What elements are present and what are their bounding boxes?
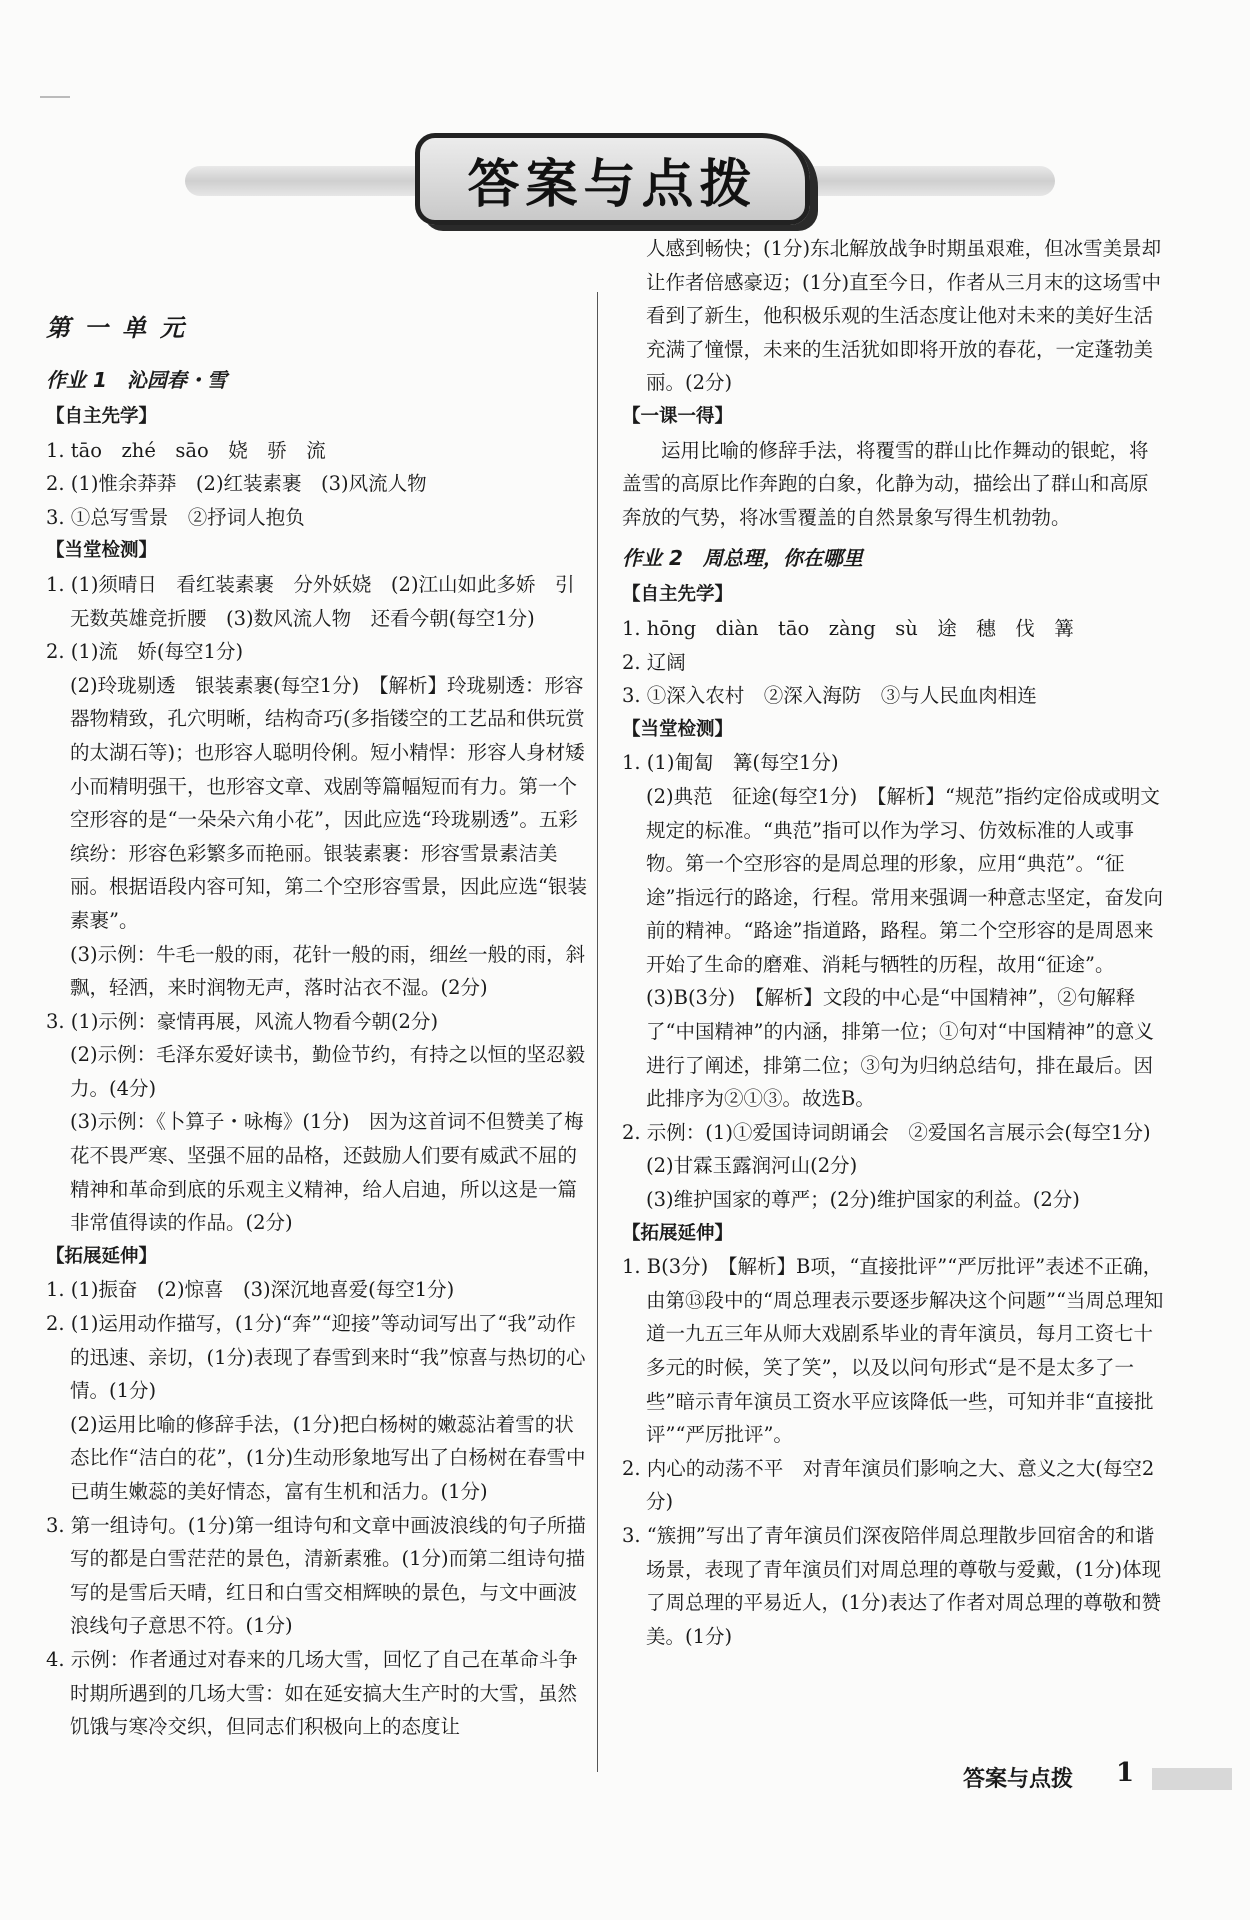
- answer-item: (3)示例：《卜算子・咏梅》(1分) 因为这首词不但赞美了梅花不畏严寒、坚强不屈的品格，还鼓励人们要有威武不屈的精神和革命到底的乐观主义精神，给人启迪，所以这是一篇非常值得读的作品。(2分): [70, 1110, 584, 1235]
- answer-item: 1. B(3分) 【解析】B项，“直接批评”“严厉批评”表述不正确，由第⑬段中的“周总理表示要逐步解决这个问题”“当周总理知道一九五三年从师大戏剧系毕业的青年演员，每月工资七十多元的时候，笑了笑”，以及以问句形式“是不是太多了一些”暗示青年演员工资水平应该降低一些，可知并非“直接批评”“严厉批评”。: [622, 1255, 1164, 1447]
- answer-item: 3. 第一组诗句。(1分)第一组诗句和文章中画波浪线的句子所描写的都是白雪茫茫的景色，清新素雅。(1分)而第二组诗句描写的是雪后天晴，红日和白雪交相辉映的景色，与文中画波浪线句子意思不符。(1分): [46, 1513, 586, 1638]
- answer-item: 1. (1)振奋 (2)惊喜 (3)深沉地喜爱(每空1分): [46, 1278, 455, 1302]
- unit-title: 第一单元: [46, 314, 198, 342]
- answer-item: 2. 内心的动荡不平 对青年演员们影响之大、意义之大(每空2分): [622, 1456, 1155, 1514]
- answer-item: (2)玲珑剔透 银装素裹(每空1分) 【解析】玲珑剔透：形容器物精致，孔穴明晰，结构奇巧(多指镂空的工艺品和供玩赏的太湖石等)；也形容人聪明伶俐。短小精悍：形容人身材矮小而精明强干，也形容文章、戏剧等篇幅短而有力。第一个空形容的是“一朵朵六角小花”，因此应选“玲珑剔透”。五彩缤纷：形容色彩繁多而艳丽。银装素裹：形容雪景素洁美丽。根据语段内容可知，第二个空形容雪景，因此应选“银装素裹”。: [70, 673, 587, 932]
- answer-item: (3)B(3分) 【解析】文段的中心是“中国精神”，②句解释了“中国精神”的内涵，排第一位；①句对“中国精神”的意义进行了阐述，排第二位；③句为归纳总结句，排在最后。因此排序为②①③。故选B。: [646, 986, 1154, 1111]
- answer-item: 3. ①深入农村 ②深入海防 ③与人民血肉相连: [622, 684, 1037, 708]
- answer-item: 4. 示例：作者通过对春来的几场大雪，回忆了自己在革命斗争时期所遇到的几场大雪：如在延安搞大生产时的大雪，虽然饥饿与寒冷交织，但同志们积极向上的态度让: [46, 1647, 578, 1739]
- answer-item: (2)典范 征途(每空1分) 【解析】“规范”指约定俗成或明文规定的标准。“典范”指可以作为学习、仿效标准的人或事物。第一个空形容的是周总理的形象，应用“典范”。“征途”指远行的路途，行程。常用来强调一种意志坚定，奋发向前的精神。“路途”指道路，路程。第二个空形容的是周恩来开始了生命的磨难、消耗与牺牲的历程，故用“征途”。: [646, 784, 1163, 976]
- answer-item: (2)运用比喻的修辞手法，(1分)把白杨树的嫩蕊沾着雪的状态比作“洁白的花”，(1分)生动形象地写出了白杨树在春雪中已萌生嫩蕊的美好情态，富有生机和活力。(1分): [70, 1412, 586, 1503]
- corner-mark: [40, 96, 70, 98]
- section-title: 【自主先学】: [622, 584, 734, 606]
- answer-item: 2. (1)运用动作描写，(1分)“奔”“迎接”等动词写出了“我”动作的迅速、亲切，(1分)表现了春雪到来时“我”惊喜与热切的心情。(1分): [46, 1312, 586, 1403]
- answer-paragraph: 运用比喻的修辞手法，将覆雪的群山比作舞动的银蛇，将盖雪的高原比作奔跑的白象，化静为动，描绘出了群山和高原奔放的气势，将冰雪覆盖的自然景象写得生机勃勃。: [622, 438, 1149, 529]
- answer-item: 2. 辽阔: [622, 650, 686, 674]
- page-number: 1: [1116, 1758, 1135, 1788]
- page-title: 答案与点拨: [467, 154, 758, 215]
- answer-continuation: 人感到畅快；(1分)东北解放战争时期虽艰难，但冰雪美景却让作者倍感豪迈；(1分)直至今日，作者从三月末的这场雪中看到了新生，他积极乐观的生活态度让他对未来的美好生活充满了憧憬，未来的生活犹如即将开放的春花，一定蓬勃美丽。(2分): [646, 237, 1162, 395]
- section-title: 【拓展延伸】: [622, 1222, 734, 1244]
- section-title: 【自主先学】: [46, 406, 158, 427]
- answer-item: 2. (1)流 娇(每空1分): [46, 640, 244, 664]
- answer-item: 3. (1)示例：豪情再展，风流人物看今朝(2分): [46, 1009, 439, 1033]
- banner-box: [415, 133, 810, 225]
- section-title: 【一课一得】: [622, 405, 734, 427]
- left-column: [46, 300, 591, 1744]
- section-title: 【当堂检测】: [622, 718, 734, 740]
- column-divider: [597, 292, 598, 1772]
- footer-label: 答案与点拨: [963, 1767, 1074, 1792]
- answer-item: 1. hōng diàn tāo zàng sù 途 穗 伐 篝: [622, 616, 1074, 640]
- answer-item: 2. 示例：(1)①爱国诗词朗诵会 ②爱国名言展示会(每空1分): [622, 1120, 1151, 1144]
- answer-item: 2. (1)惟余莽莽 (2)红装素裹 (3)风流人物: [46, 472, 427, 496]
- answer-item: (2)示例：毛泽东爱好读书，勤俭节约，有持之以恒的坚忍毅力。(4分): [70, 1043, 586, 1100]
- right-column: [622, 232, 1167, 1653]
- section-title: 【拓展延伸】: [46, 1245, 158, 1267]
- answer-item: 1. tāo zhé sāo 娆 骄 流: [46, 438, 326, 462]
- homework-1-title: 作业 1 沁园春・雪: [46, 368, 227, 392]
- section-title: 【当堂检测】: [46, 540, 158, 562]
- answer-item: 1. (1)须晴日 看红装素裹 分外妖娆 (2)江山如此多娇 引无数英雄竞折腰 (3)数风流人物 还看今朝(每空1分): [46, 572, 575, 630]
- answer-item: 3. “簇拥”写出了青年演员们深夜陪伴周总理散步回宿舍的和谐场景，表现了青年演员们对周总理的尊敬与爱戴，(1分)体现了周总理的平易近人，(1分)表达了作者对周总理的尊敬和赞美。(1分): [622, 1523, 1162, 1648]
- footer-bar: [1152, 1768, 1232, 1790]
- answer-item: 3. ①总写雪景 ②抒词人抱负: [46, 505, 305, 529]
- answer-item: (3)示例：牛毛一般的雨，花针一般的雨，细丝一般的雨，斜飘，轻洒，来时润物无声，落时沾衣不湿。(2分): [70, 942, 586, 1000]
- homework-2-title: 作业 2 周总理，你在哪里: [622, 546, 863, 571]
- answer-item: (2)甘霖玉露润河山(2分): [646, 1154, 858, 1178]
- answer-item: 1. (1)匍匐 篝(每空1分): [622, 751, 839, 775]
- answer-item: (3)维护国家的尊严；(2分)维护国家的利益。(2分): [646, 1188, 1080, 1212]
